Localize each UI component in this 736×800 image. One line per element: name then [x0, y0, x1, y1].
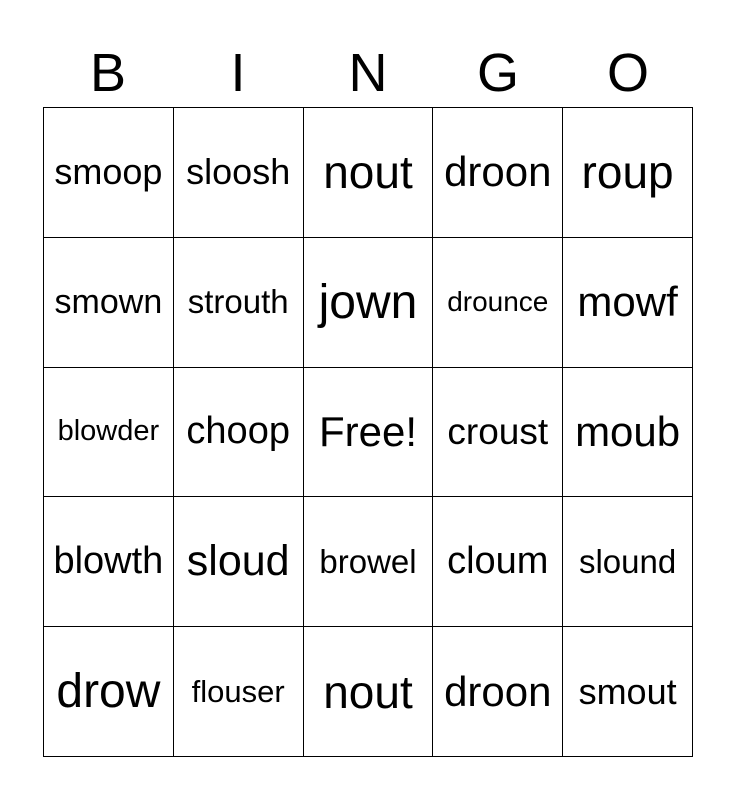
bingo-cell: drounce [433, 238, 563, 368]
bingo-cell: roup [563, 108, 693, 238]
bingo-cell: nout [304, 108, 434, 238]
bingo-cell: jown [304, 238, 434, 368]
bingo-cell: slound [563, 497, 693, 627]
bingo-cell: croust [433, 368, 563, 498]
header-letter-n: N [348, 43, 388, 103]
bingo-cell: smoop [44, 108, 174, 238]
bingo-cell: blowder [44, 368, 174, 498]
header-letter-i: I [230, 43, 246, 103]
header-letter-b: B [89, 43, 127, 103]
header-letter-g: G [476, 43, 519, 103]
bingo-cell: moub [563, 368, 693, 498]
bingo-cell: sloosh [174, 108, 304, 238]
bingo-cell: flouser [174, 627, 304, 757]
bingo-cell: strouth [174, 238, 304, 368]
bingo-cell: mowf [563, 238, 693, 368]
bingo-cell: droon [433, 627, 563, 757]
bingo-cell: blowth [44, 497, 174, 627]
bingo-card-grid [43, 107, 693, 757]
bingo-cell: droon [433, 108, 563, 238]
bingo-cell: choop [174, 368, 304, 498]
bingo-cell: sloud [174, 497, 304, 627]
bingo-cell: smout [563, 627, 693, 757]
bingo-cell: browel [304, 497, 434, 627]
bingo-cell: cloum [433, 497, 563, 627]
header-letter-o: O [606, 43, 649, 103]
bingo-cell: nout [304, 627, 434, 757]
bingo-header [43, 38, 693, 108]
bingo-cell: drow [44, 627, 174, 757]
bingo-cell free-space: Free! [304, 368, 434, 498]
bingo-cell: smown [44, 238, 174, 368]
